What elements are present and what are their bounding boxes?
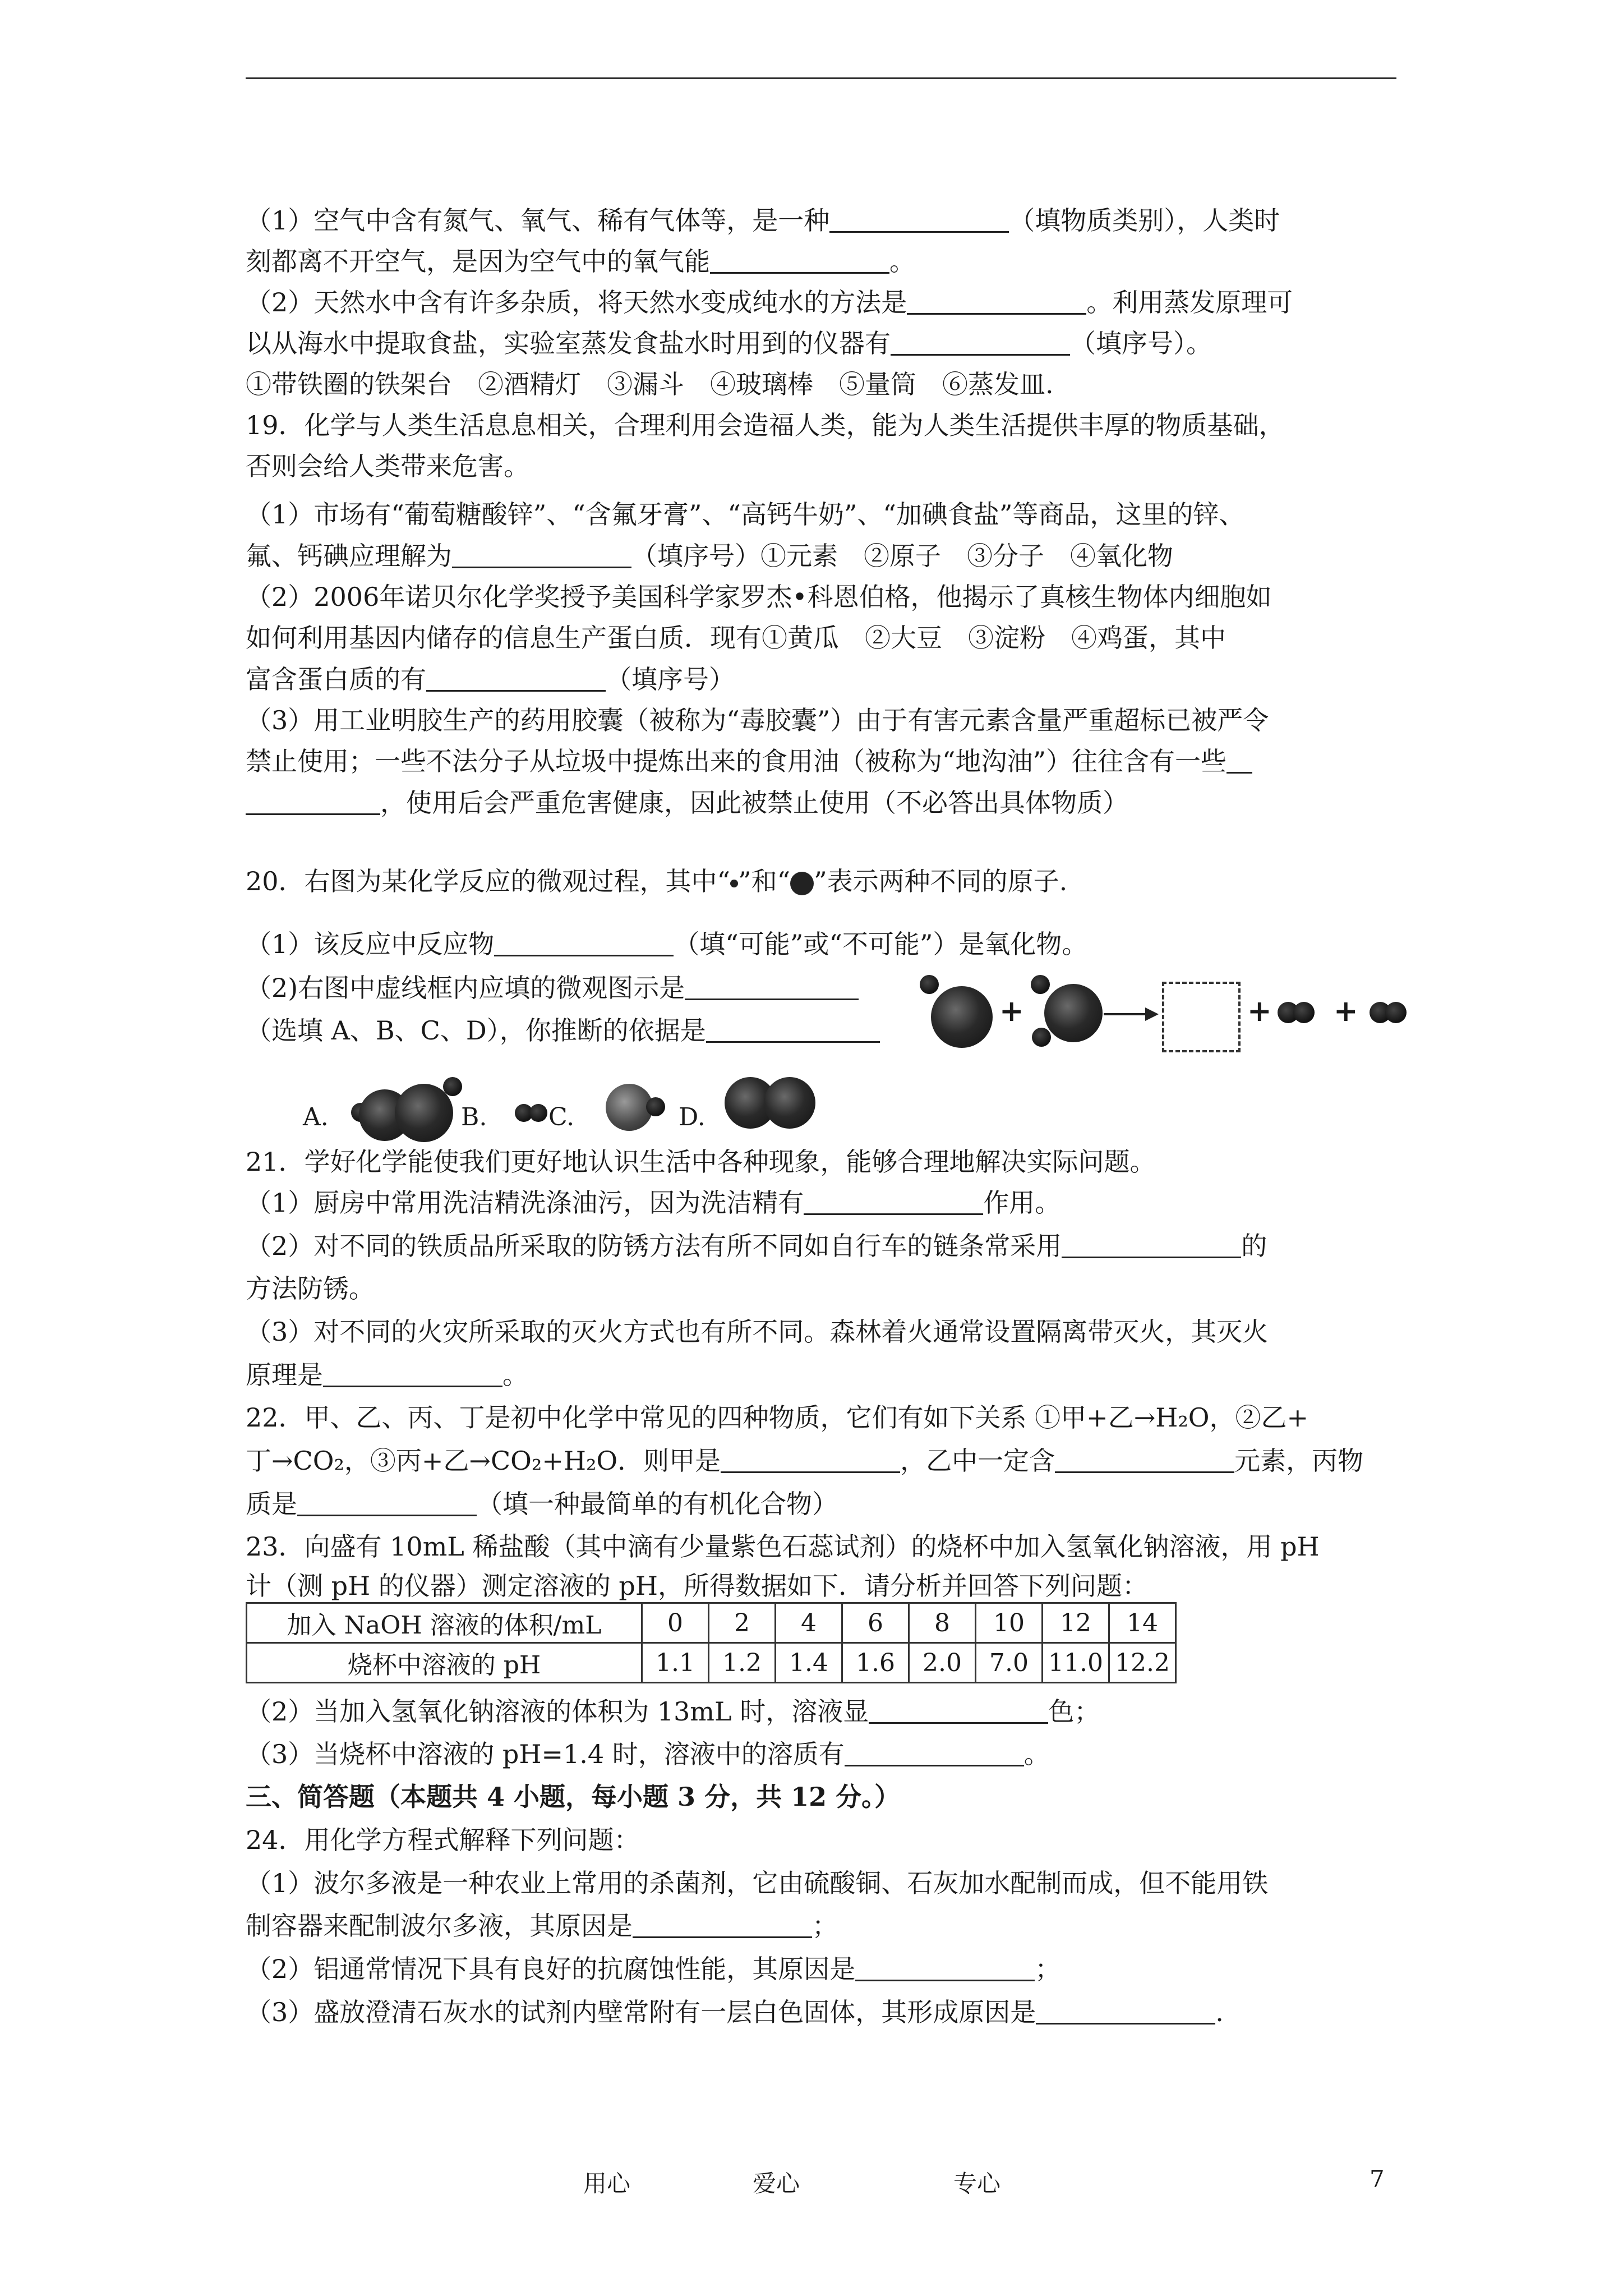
section-heading: 三、简答题（本题共 4 小题，每小题 3 分，共 12 分。） bbox=[246, 1782, 901, 1812]
q20-part1: （1）该反应中反应物 （填“可能”或“不可能”）是氧化物。 bbox=[246, 929, 1088, 959]
answer-blank[interactable] bbox=[855, 1954, 1035, 1981]
plus-sign: + bbox=[1247, 994, 1272, 1028]
table-cell: 12 bbox=[1043, 1603, 1109, 1643]
answer-blank[interactable] bbox=[1227, 746, 1252, 774]
option-c-label: C. bbox=[548, 1103, 575, 1131]
table-cell: 1.6 bbox=[842, 1643, 909, 1683]
answer-blank[interactable] bbox=[1062, 1231, 1241, 1258]
q21-part3-line2: 原理是 。 bbox=[246, 1360, 528, 1390]
plus-sign: + bbox=[999, 994, 1024, 1028]
q21-part3-line1: （3）对不同的火灾所采取的灭火方式也有所不同。森林着火通常设置隔离带灭火，其灭火 bbox=[246, 1317, 1269, 1347]
q18-part1-line1: （1）空气中含有氮气、氧气、稀有气体等，是一种 （填物质类别），人类时 bbox=[246, 205, 1280, 236]
q18-part2-line2: 以从海水中提取食盐，实验室蒸发食盐水时用到的仪器有 （填序号）。 bbox=[246, 328, 1212, 358]
option-d-label: D. bbox=[679, 1103, 706, 1131]
page-number: 7 bbox=[1370, 2165, 1385, 2193]
q18-part1-line2: 刻都离不开空气，是因为空气中的氧气能 。 bbox=[246, 246, 915, 277]
option-a-label: A. bbox=[303, 1103, 329, 1131]
q21-stem: 21．学好化学能使我们更好地认识生活中各种现象，能够合理地解决实际问题。 bbox=[246, 1147, 1156, 1177]
answer-blank[interactable] bbox=[426, 664, 606, 692]
plus-sign: + bbox=[1334, 994, 1358, 1028]
q20-stem: 20．右图为某化学反应的微观过程，其中“ ”和“ ”表示两种不同的原子. bbox=[246, 866, 1068, 896]
answer-blank[interactable] bbox=[845, 1739, 1024, 1766]
footer-word-2: 爱心 bbox=[753, 2170, 800, 2197]
q21-part1: （1）厨房中常用洗洁精洗涤油污，因为洗洁精有 作用。 bbox=[246, 1188, 1061, 1218]
table-cell: 12.2 bbox=[1109, 1643, 1176, 1683]
answer-blank[interactable] bbox=[710, 246, 889, 274]
q19-stem-line1: 19．化学与人类生活息息相关，合理利用会造福人类，能为人类生活提供丰厚的物质基础， bbox=[246, 410, 1285, 440]
q18-options: ①带铁圈的铁架台 ②酒精灯 ③漏斗 ④玻璃棒 ⑤量筒 ⑥蒸发皿. bbox=[246, 369, 1054, 399]
q19-part2-line2: 如何利用基因内储存的信息生产蛋白质．现有①黄瓜 ②大豆 ③淀粉 ④鸡蛋，其中 bbox=[246, 623, 1226, 653]
table-cell: 2 bbox=[709, 1603, 776, 1643]
table-cell: 4 bbox=[776, 1603, 842, 1643]
answer-blank[interactable] bbox=[829, 205, 1009, 233]
answer-blank[interactable] bbox=[246, 788, 380, 815]
answer-blank[interactable] bbox=[907, 287, 1086, 315]
answer-blank[interactable] bbox=[452, 541, 631, 568]
table-cell: 11.0 bbox=[1043, 1643, 1109, 1683]
table-cell: 1.4 bbox=[776, 1643, 842, 1683]
answer-blank[interactable] bbox=[633, 1911, 812, 1938]
ph-data-table bbox=[246, 1602, 1177, 1683]
answer-blank[interactable] bbox=[1036, 1997, 1215, 2024]
table-row bbox=[247, 1643, 1176, 1683]
answer-blank[interactable] bbox=[323, 1360, 502, 1387]
answer-blank[interactable] bbox=[721, 1446, 900, 1473]
q24-part1-line2: 制容器来配制波尔多液，其原因是 ； bbox=[246, 1911, 838, 1941]
q19-part3-line2: 禁止使用；一些不法分子从垃圾中提炼出来的食用油（被称为“地沟油”）往往含有一些 bbox=[246, 744, 1396, 779]
q24-stem: 24．用化学方程式解释下列问题： bbox=[246, 1825, 640, 1855]
option-b-label: B. bbox=[461, 1103, 487, 1131]
q23-part3: （3）当烧杯中溶液的 pH=1.4 时，溶液中的溶质有 。 bbox=[246, 1739, 1050, 1769]
q21-part2-line2: 方法防锈。 bbox=[246, 1273, 375, 1304]
table-cell: 1.1 bbox=[642, 1643, 709, 1683]
large-atom-icon bbox=[790, 872, 814, 895]
q19-part3-line3: ，使用后会严重危害健康，因此被禁止使用（不必答出具体物质） bbox=[246, 785, 1396, 820]
answer-blank[interactable] bbox=[297, 1489, 477, 1516]
q22-line3: 质是 （填一种最简单的有机化合物） bbox=[246, 1489, 838, 1519]
table-header-cell: 烧杯中溶液的 pH bbox=[247, 1643, 642, 1683]
answer-blank[interactable] bbox=[685, 973, 859, 1000]
q24-part1-line1: （1）波尔多液是一种农业上常用的杀菌剂，它由硫酸铜、石灰加水配制而成，但不能用铁 bbox=[246, 1868, 1269, 1898]
q19-part3-line1: （3）用工业明胶生产的药用胶囊（被称为“毒胶囊”）由于有害元素含量严重超标已被严令 bbox=[246, 705, 1269, 735]
table-cell: 6 bbox=[842, 1603, 909, 1643]
reaction-arrow bbox=[1104, 1013, 1156, 1015]
q22-line2: 丁→CO₂，③丙+乙→CO₂+H₂O．则甲是 ，乙中一定含 元素，丙物 bbox=[246, 1446, 1364, 1476]
answer-blank[interactable] bbox=[804, 1188, 983, 1215]
q19-part1-line1: （1）市场有“葡萄糖酸锌”、“含氟牙膏”、“高钙牛奶”、“加碘食盐”等商品，这里的锌、 bbox=[246, 499, 1245, 530]
answer-blank[interactable] bbox=[494, 929, 674, 956]
answer-blank[interactable] bbox=[869, 1696, 1048, 1724]
table-header-cell: 加入 NaOH 溶液的体积/mL bbox=[247, 1603, 642, 1643]
header-rule bbox=[246, 77, 1396, 79]
table-cell: 1.2 bbox=[709, 1643, 776, 1683]
table-row bbox=[247, 1603, 1176, 1643]
footer-word-1: 用心 bbox=[583, 2170, 631, 2197]
footer-word-3: 专心 bbox=[953, 2170, 1001, 2197]
table-cell: 0 bbox=[642, 1603, 709, 1643]
q19-part2-line1: （2）2006年诺贝尔化学奖授予美国科学家罗杰•科恩伯格，他揭示了真核生物体内细胞如 bbox=[246, 582, 1272, 612]
answer-blank[interactable] bbox=[891, 328, 1070, 356]
table-cell: 2.0 bbox=[909, 1643, 976, 1683]
q22-line1: 22．甲、乙、丙、丁是初中化学中常见的四种物质，它们有如下关系 ①甲+乙→H₂O，②乙+ bbox=[246, 1402, 1309, 1433]
q23-line2: 计（测 pH 的仪器）测定溶液的 pH，所得数据如下．请分析并回答下列问题： bbox=[246, 1571, 1148, 1601]
q19-stem-line2: 否则会给人类带来危害。 bbox=[246, 451, 529, 481]
q20-part2-line2: （选填 A、B、C、D），你推断的依据是 bbox=[246, 1013, 1396, 1048]
answer-blank[interactable] bbox=[706, 1015, 880, 1043]
q19-part1-line2: 氟、钙碘应理解为 （填序号）①元素 ②原子 ③分子 ④氧化物 bbox=[246, 541, 1173, 571]
table-cell: 10 bbox=[976, 1603, 1043, 1643]
q19-part2-line3: 富含蛋白质的有 （填序号） bbox=[246, 664, 735, 694]
answer-blank[interactable] bbox=[1055, 1446, 1234, 1473]
table-cell: 14 bbox=[1109, 1603, 1176, 1643]
q21-part2-line1: （2）对不同的铁质品所采取的防锈方法有所不同如自行车的链条常采用 的 bbox=[246, 1231, 1267, 1261]
q23-line1: 23．向盛有 10mL 稀盐酸（其中滴有少量紫色石蕊试剂）的烧杯中加入氢氧化钠溶液，用 pH bbox=[246, 1531, 1320, 1562]
answer-dashed-box[interactable] bbox=[1162, 982, 1241, 1052]
table-cell: 8 bbox=[909, 1603, 976, 1643]
q24-part3: （3）盛放澄清石灰水的试剂内壁常附有一层白色固体，其形成原因是 . bbox=[246, 1997, 1224, 2027]
q24-part2: （2）铝通常情况下具有良好的抗腐蚀性能，其原因是 ； bbox=[246, 1954, 1061, 1984]
q20-part2-line1: （2)右图中虚线框内应填的微观图示是 bbox=[246, 970, 1396, 1005]
table-cell: 7.0 bbox=[976, 1643, 1043, 1683]
q18-part2-line1: （2）天然水中含有许多杂质，将天然水变成纯水的方法是 。利用蒸发原理可 bbox=[246, 287, 1293, 318]
small-atom-icon bbox=[730, 880, 738, 887]
q23-part2: （2）当加入氢氧化钠溶液的体积为 13mL 时，溶液显 色； bbox=[246, 1696, 1100, 1727]
